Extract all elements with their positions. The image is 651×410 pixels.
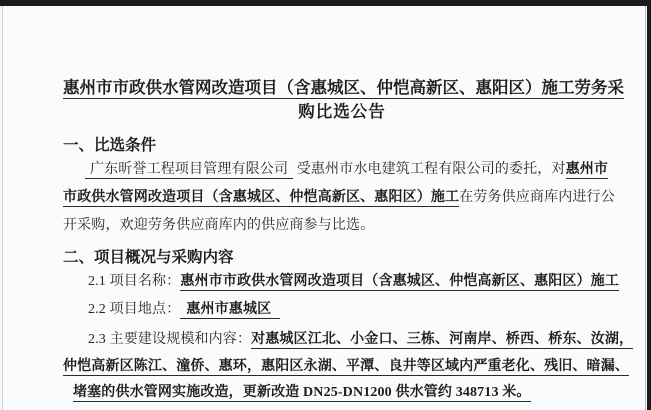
- scan-top-edge: [0, 0, 651, 6]
- document-title: [63, 76, 624, 124]
- document-page: [3, 6, 645, 410]
- item-2-3-line-3: [63, 380, 621, 406]
- item-2-2-value: 惠州市惠城区: [180, 302, 280, 319]
- item-2-3-line-2: [63, 354, 629, 380]
- section-1-paragraph-line-2: [63, 184, 621, 212]
- section-2-heading: 二、项目概况与采购内容: [63, 249, 234, 266]
- title-line-1-text: 惠州市市政供水管网改造项目（含惠城区、仲恺高新区、惠阳区）施工劳务采: [63, 78, 624, 97]
- agency-company-name: 广东昕誉工程项目管理有限公司: [85, 162, 293, 179]
- item-2-3-value-line-2: 仲恺高新区陈江、潼侨、惠环，惠阳区永湖、平潭、良井等区域内严重老化、残旧、暗漏、: [63, 359, 629, 374]
- scan-left-shadow-line: [2, 6, 3, 410]
- item-2-3-value-line-1: 对惠城区江北、小金口、三栋、河南岸、桥西、桥东、汝湖，: [251, 332, 634, 347]
- paragraph-text: 在劳务供应商库内进行公: [459, 190, 615, 205]
- page-content: [63, 6, 634, 406]
- item-2-3-label: 2.3 主要建设规模和内容：: [88, 332, 252, 347]
- item-2-2: [63, 296, 621, 324]
- scan-right-shadow-line: [645, 0, 646, 410]
- scan-right-edge: [647, 0, 651, 410]
- item-2-3-line-1: [63, 326, 634, 354]
- project-name-continued: 市政供水管网改造项目（含惠城区、仲恺高新区、惠阳区）施工: [63, 190, 460, 205]
- item-2-2-label: 2.2 项目地点：: [88, 302, 181, 317]
- section-1-heading: 一、比选条件: [63, 137, 157, 154]
- section-1-paragraph-line-3: 开采购，欢迎劳务供应商库内的供应商参与比选。: [63, 218, 375, 233]
- paragraph-text: 受惠州市水电建筑工程有限公司的委托，对: [293, 162, 566, 177]
- item-2-3-value-line-3: 堵塞的供水管网实施改造，更新改造 DN25-DN1200 供水管约 348713 米。: [73, 385, 531, 400]
- project-name-start: 惠州市: [565, 162, 609, 177]
- section-1-paragraph-line-1: [63, 156, 621, 184]
- title-line-1: [63, 76, 624, 100]
- item-2-1-value: 惠州市市政供水管网改造项目（含惠城区、仲恺高新区、惠阳区）施工: [180, 274, 620, 289]
- item-2-1: [63, 268, 621, 296]
- item-2-1-label: 2.1 项目名称：: [88, 274, 181, 289]
- title-line-2: 购比选公告: [298, 102, 386, 121]
